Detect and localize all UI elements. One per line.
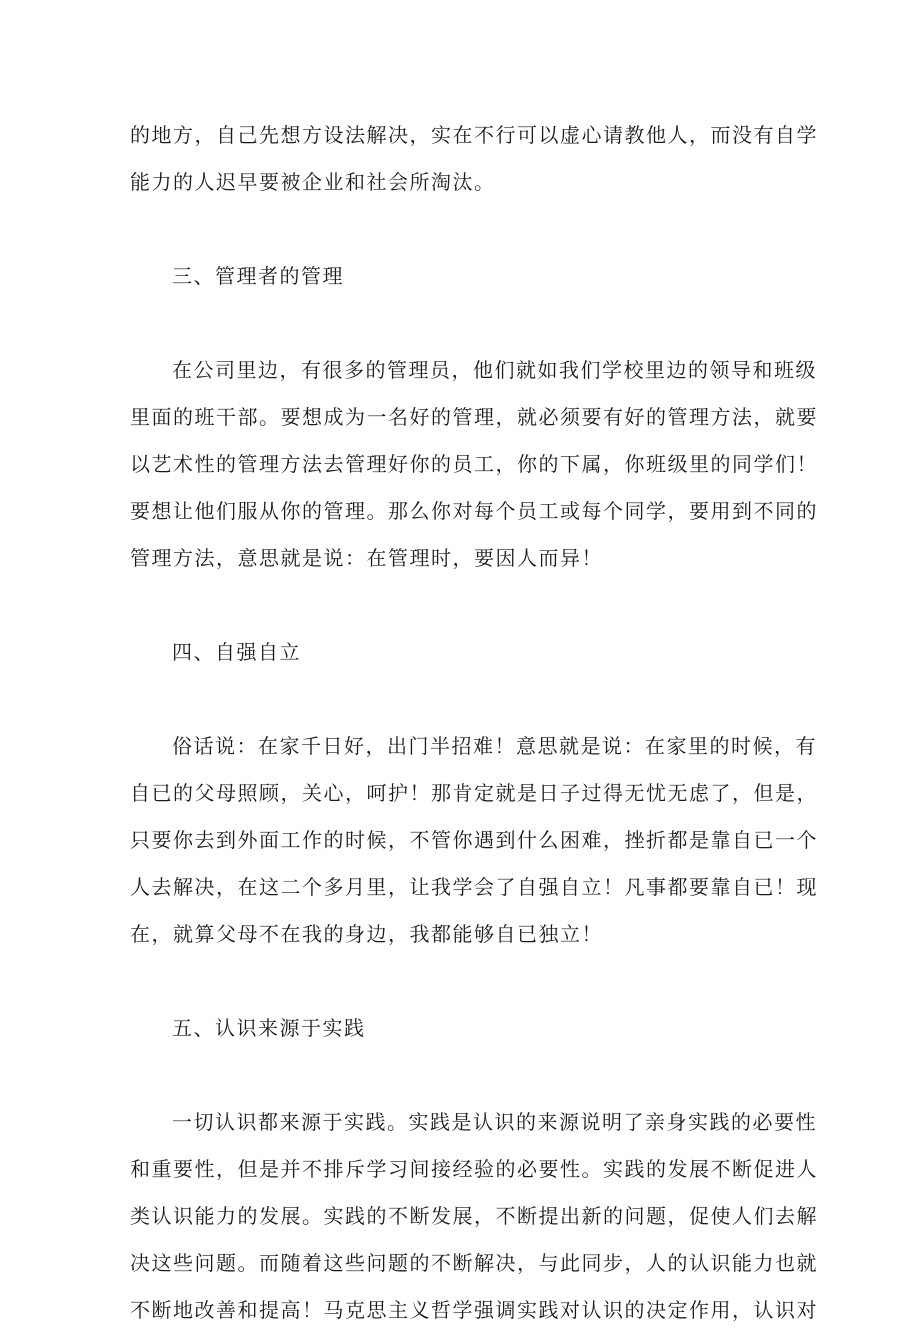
text-line: 自已的父母照顾，关心，呵护！那肯定就是日子过得无忧无虑了，但是， (130, 781, 818, 805)
text-line: 以艺术性的管理方法去管理好你的员工，你的下属，你班级里的同学们！ (130, 452, 818, 476)
document-body (130, 112, 818, 1334)
paragraph-practice (130, 1099, 818, 1334)
section-heading-self-reliance: 四、自强自立 (172, 640, 301, 664)
text-line: 类认识能力的发展。实践的不断发展，不断提出新的问题，促使人们去解 (130, 1204, 818, 1228)
paragraph-management (130, 347, 818, 582)
text-line: 里面的班干部。要想成为一名好的管理，就必须要有好的管理方法，就要 (130, 405, 818, 429)
text-line: 能力的人迟早要被企业和社会所淘汰。 (130, 170, 496, 194)
section-heading-management: 三、管理者的管理 (172, 264, 344, 288)
text-line: 只要你去到外面工作的时候，不管你遇到什么困难，挫折都是靠自已一个 (130, 828, 818, 852)
section-heading-practice: 五、认识来源于实践 (172, 1016, 366, 1040)
text-line: 不断地改善和提高！马克思主义哲学强调实践对认识的决定作用，认识对 (130, 1298, 818, 1322)
text-line: 管理方法，意思就是说：在管理时，要因人而异！ (130, 546, 603, 570)
text-line: 人去解决，在这二个多月里，让我学会了自强自立！凡事都要靠自已！现 (130, 875, 818, 899)
text-line: 俗话说：在家千日好，出门半招难！意思就是说：在家里的时候，有 (172, 734, 817, 758)
paragraph-continuation (130, 112, 818, 206)
text-line: 一切认识都来源于实践。实践是认识的来源说明了亲身实践的必要性 (172, 1110, 817, 1134)
text-line: 决这些问题。而随着这些问题的不断解决，与此同步，人的认识能力也就 (130, 1251, 818, 1275)
text-line: 要想让他们服从你的管理。那么你对每个员工或每个同学，要用到不同的 (130, 499, 818, 523)
text-line: 的地方，自己先想方设法解决，实在不行可以虚心请教他人，而没有自学 (130, 123, 818, 147)
text-line: 和重要性，但是并不排斥学习间接经验的必要性。实践的发展不断促进人 (130, 1157, 818, 1181)
paragraph-self-reliance (130, 723, 818, 958)
text-line: 在，就算父母不在我的身边，我都能够自已独立！ (130, 922, 603, 946)
text-line: 在公司里边，有很多的管理员，他们就如我们学校里边的领导和班级 (172, 358, 817, 382)
